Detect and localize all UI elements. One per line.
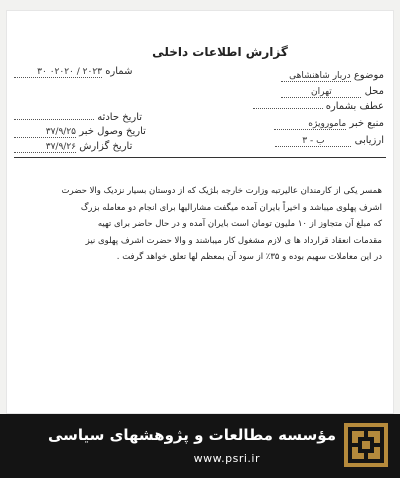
- event-date-row: [14, 112, 142, 123]
- institute-url[interactable]: www.psri.ir: [193, 452, 260, 465]
- number-value: ۲۰۲۳ / ۰۲۰۲۰ ۳۰: [14, 67, 102, 78]
- source-value: مامورویژه: [274, 119, 346, 130]
- source-row: [274, 118, 384, 130]
- report-date-row: [14, 141, 132, 153]
- number-row: [14, 66, 132, 78]
- document-title: گزارش اطلاعات داخلی: [152, 45, 288, 59]
- grade-row: [275, 135, 384, 147]
- receipt-date-value: ۳۷/۹/۲۵: [14, 127, 76, 138]
- institute-footer: [0, 414, 400, 478]
- grade-label: ارزیابی: [354, 135, 384, 146]
- report-date-label: تاریخ گزارش: [79, 141, 133, 152]
- subject-label: موضوع: [353, 70, 384, 81]
- event-date-value: [14, 119, 94, 120]
- ref-label: عطف بشماره: [325, 101, 384, 112]
- institute-logo-icon: [344, 423, 388, 467]
- header-divider: [14, 157, 386, 158]
- body-line: که مبلغ آن متجاوز از ۱۰ ملیون تومان است بایران آمده و در حال حاضر برای تهیه: [97, 219, 382, 229]
- ref-value-line: [253, 108, 323, 109]
- receipt-date-row: [14, 126, 146, 138]
- ref-row: [253, 101, 385, 112]
- subject-row: [281, 70, 384, 82]
- number-label: شماره: [105, 66, 133, 77]
- body-line: اشرف پهلوی میباشد و اخیراً بایران آمده میگفت مشاراليها برای انجام دو معامله بزرگ: [80, 202, 382, 213]
- report-body: [38, 183, 382, 266]
- event-date-label: تاریخ حادثه: [97, 112, 143, 123]
- receipt-date-label: تاریخ وصول خبر: [79, 126, 146, 137]
- source-label: منبع خبر: [349, 118, 384, 129]
- institute-name: مؤسسه مطالعات و پژوهشهای سیاسی: [47, 426, 336, 444]
- location-value: تهران: [281, 87, 361, 98]
- body-line: در این معاملات سهیم بوده و ۳۵٪ از سود آن بمعظم لها تعلق خواهد گرفت .: [116, 252, 382, 262]
- report-date-value: ۳۷/۹/۲۶: [14, 142, 76, 153]
- subject-value: دربار شاهنشاهی: [281, 71, 351, 82]
- location-row: [281, 86, 384, 98]
- grade-value: ب - ۳: [275, 136, 351, 147]
- body-line: همسر یکی از کارمندان عالیرتبه وزارت خارجه بلژیک که از دوستان بسیار نزدیک والا حضرت: [61, 186, 382, 196]
- location-label: محل: [364, 86, 384, 97]
- body-line: مقدمات انعقاد قرارداد ها ی لازم مشغول کار میباشند و والا حضرت اشرف پهلوی نیز: [85, 235, 382, 246]
